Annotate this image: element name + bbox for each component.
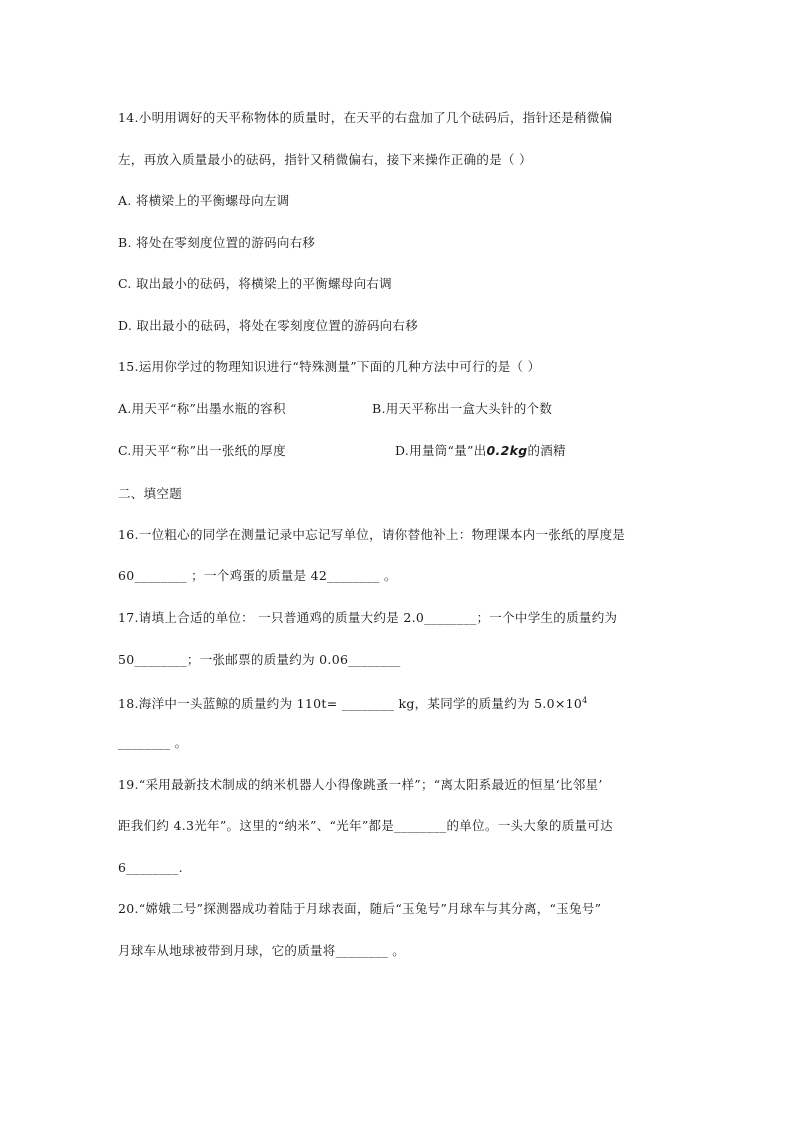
q18-exponent: 4 <box>582 696 588 705</box>
q18-line2: ________ 。 <box>118 735 188 750</box>
q14-option-a: A. 将横梁上的平衡螺母向左调 <box>118 193 290 208</box>
q14-option-b: B. 将处在零刻度位置的游码向右移 <box>118 235 316 250</box>
q15-option-c: C.用天平“称”出一张纸的厚度 <box>118 443 286 458</box>
q15-option-d-prefix: D.用量筒“量”出 <box>395 443 487 458</box>
q20-line1: 20.“嫦娥二号”探测器成功着陆于月球表面，随后“玉兔号”月球车与其分离，“玉兔号” <box>118 901 602 916</box>
q14-line1: 14.小明用调好的天平称物体的质量时，在天平的右盘加了几个砝码后，指针还是稍微偏 <box>118 110 613 125</box>
section-heading-fill-in: 二、填空题 <box>118 486 183 501</box>
q15-option-d-suffix: 的酒精 <box>527 443 566 458</box>
q18-line1-text: 18.海洋中一头蓝鲸的质量约为 110t= ________ kg，某同学的质量约为 5.0×10 <box>118 696 583 712</box>
q20-line2: 月球车从地球被带到月球，它的质量将________ 。 <box>118 943 406 958</box>
q18-line1 <box>118 693 588 712</box>
q15-option-d-math: 0.2kg <box>486 443 528 458</box>
q14-line2: 左，再放入质量最小的砝码，指针又稍微偏右，接下来操作正确的是（ ） <box>118 152 532 167</box>
q15-line1: 15.运用你学过的物理知识进行“特殊测量”下面的几种方法中可行的是（ ） <box>118 359 541 374</box>
q15-option-a: A.用天平“称”出墨水瓶的容积 <box>118 401 286 416</box>
q15-option-d <box>395 443 566 459</box>
q19-line1: 19.“采用最新技术制成的纳米机器人小得像跳蚤一样”；“离太阳系最近的恒星‘比邻星’ <box>118 777 603 792</box>
q14-option-c: C. 取出最小的砝码，将横梁上的平衡螺母向右调 <box>118 276 392 291</box>
q16-line1: 16.一位粗心的同学在测量记录中忘记写单位，请你替他补上：物理课本内一张纸的厚度是 <box>118 527 626 542</box>
q14-option-d: D. 取出最小的砝码，将处在零刻度位置的游码向右移 <box>118 318 419 333</box>
q16-line2: 60________ ；一个鸡蛋的质量是 42________ 。 <box>118 568 397 583</box>
q19-line2: 距我们约 4.3光年”。这里的“纳米”、“光年”都是________的单位。一头大象的质量可达 <box>118 818 613 833</box>
q17-line1: 17.请填上合适的单位： 一只普通鸡的质量大约是 2.0________；一个中学生的质量约为 <box>118 610 618 625</box>
q17-line2: 50________；一张邮票的质量约为 0.06________ <box>118 652 401 667</box>
q15-option-b: B.用天平称出一盒大头针的个数 <box>372 401 553 416</box>
q19-line3: 6________. <box>118 860 183 875</box>
